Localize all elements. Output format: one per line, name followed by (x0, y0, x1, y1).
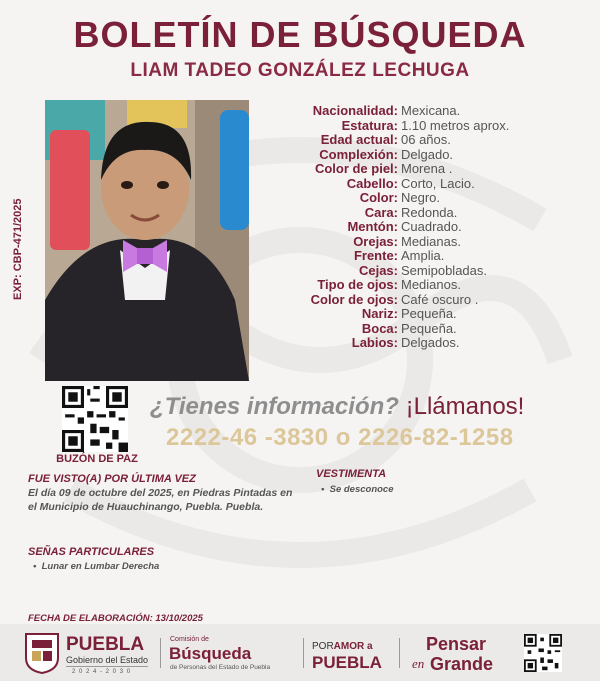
contact-phones[interactable]: 2222-46 -3830 o 2226-82-1258 (166, 424, 514, 451)
attribute-label: Boca: (361, 320, 398, 336)
attribute-label: Cejas: (358, 262, 398, 278)
qr-code-icon[interactable] (62, 386, 128, 452)
attribute-row (260, 133, 590, 148)
elaboration-date: FECHA DE ELABORACIÓN: 13/10/2025 (28, 613, 203, 624)
footer-grande: Grande (430, 654, 494, 674)
footer-busqueda: Búsqueda (169, 644, 252, 663)
attribute-value: Redonda. (401, 204, 458, 220)
case-number: EXP: CBP-471/2025 (12, 198, 24, 300)
clothing-heading: VESTIMENTA (316, 468, 387, 480)
contact-call: ¡Llámanos! (405, 393, 525, 420)
footer-divider (399, 638, 400, 668)
attribute-value: 06 años. (401, 132, 451, 147)
puebla-coat-of-arms-icon (24, 632, 60, 674)
buzon-label: BUZÓN DE PAZ (56, 453, 138, 465)
last-seen-line1: El día 09 de octubre del 2025, en Piedras Pintadas en (28, 487, 293, 499)
attribute-row (260, 191, 590, 206)
footer-logos (0, 624, 600, 681)
attribute-row (260, 264, 590, 279)
attribute-row (260, 119, 590, 134)
attribute-row (260, 307, 590, 322)
attribute-row (260, 278, 590, 293)
attribute-label: Nariz: (361, 306, 398, 321)
physical-description (260, 104, 590, 351)
attribute-label: Cara: (364, 204, 398, 220)
attribute-label: Estatura: (341, 117, 398, 133)
attribute-label: Color: (359, 190, 398, 205)
attribute-row (260, 322, 590, 337)
footer-comision: Comisión de (170, 636, 209, 643)
footer-puebla: PUEBLA (66, 634, 145, 655)
attribute-label: Edad actual: (320, 132, 398, 147)
footer-qr-code-icon[interactable] (524, 634, 562, 672)
attribute-row (260, 293, 590, 308)
contact-question: ¿Tienes información? (150, 393, 399, 420)
footer-puebla2: PUEBLA (312, 653, 382, 672)
attribute-value: Medianas. (401, 233, 461, 249)
attribute-row (260, 235, 590, 250)
attribute-label: Mentón: (347, 219, 398, 234)
attribute-label: Complexión: (319, 146, 398, 162)
marks-item: • Lunar en Lumbar Derecha (33, 561, 160, 572)
footer-divider (160, 638, 161, 668)
attribute-value: Pequeña. (401, 306, 457, 321)
attribute-row (260, 336, 590, 351)
clothing-item: • Se desconoce (321, 484, 394, 495)
attribute-row (260, 206, 590, 221)
footer-divider (303, 638, 304, 668)
attribute-label: Color de ojos: (310, 291, 398, 307)
attribute-row (260, 148, 590, 163)
footer-en: en (412, 656, 425, 671)
attribute-label: Tipo de ojos: (317, 277, 398, 292)
attribute-value: Negro. (401, 190, 441, 205)
attribute-value: Medianos. (401, 277, 461, 292)
attribute-row (260, 249, 590, 264)
attribute-label: Cabello: (346, 175, 398, 191)
attribute-row (260, 104, 590, 119)
attribute-label: Labios: (351, 335, 398, 350)
last-seen-heading: FUE VISTO(A) POR ÚLTIMA VEZ (28, 473, 196, 485)
attribute-value: Delgado. (401, 146, 454, 162)
attribute-value: Mexicana. (401, 103, 461, 118)
attribute-label: Frente: (353, 248, 398, 263)
attribute-value: Delgados. (401, 335, 460, 350)
attribute-value: 1.10 metros aprox. (401, 117, 510, 133)
attribute-value: Semipobladas. (401, 262, 487, 278)
bulletin-title: BOLETÍN DE BÚSQUEDA (73, 14, 527, 55)
footer-gobierno: Gobierno del Estado (66, 655, 149, 665)
missing-person-name: LIAM TADEO GONZÁLEZ LECHUGA (130, 60, 470, 81)
footer-years: 2 0 2 4 - 2 0 3 0 (72, 669, 132, 675)
contact-prompt (150, 393, 524, 421)
attribute-row (260, 162, 590, 177)
attribute-row (260, 220, 590, 235)
attribute-value: Pequeña. (401, 320, 457, 336)
footer-por-amor: PORAMOR a (312, 641, 373, 652)
attribute-value: Amplia. (401, 248, 445, 263)
marks-heading: SEÑAS PARTICULARES (28, 546, 155, 558)
attribute-value: Corto, Lacio. (401, 175, 475, 191)
missing-person-photo (45, 100, 249, 381)
footer-de-personas: de Personas del Estado de Puebla (170, 664, 271, 671)
last-seen-line2: el Municipio de Huauchinango, Puebla. Puebla. (28, 501, 264, 513)
attribute-row (260, 177, 590, 192)
attribute-value: Morena . (401, 161, 453, 176)
attribute-value: Café oscuro . (401, 291, 479, 307)
footer-pensar: Pensar (426, 634, 487, 654)
attribute-label: Orejas: (353, 233, 398, 249)
attribute-label: Color de piel: (314, 161, 398, 176)
attribute-label: Nacionalidad: (312, 103, 398, 118)
attribute-value: Cuadrado. (401, 219, 462, 234)
